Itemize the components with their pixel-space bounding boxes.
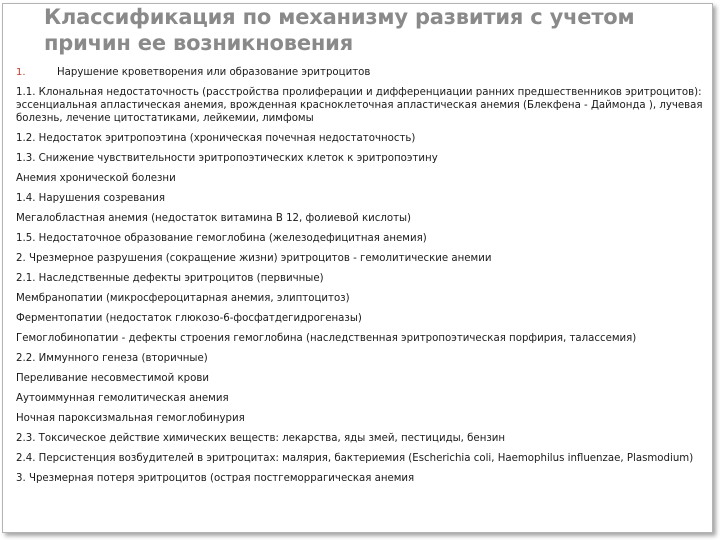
list-item-text: Нарушение кроветворения или образование эритроцитов (57, 67, 371, 78)
text-line: 2.2. Иммунного генеза (вторичные) (16, 353, 208, 364)
text-line: Анемия хронической болезни (16, 173, 176, 184)
text-line: Мегалобластная анемия (недостаток витамина В 12, фолиевой кислоты) (16, 213, 412, 224)
paragraph-clonal-insufficiency: 1.1. Клональная недостаточность (расстройства пролиферации и дифференциации ранних предшественников эритроцитов): эссенциальная апластическая анемия, врожденная красноклеточная апластическая анемия (Блекфена - Даймонда ), лучевая болезнь, лечение цитостатиками, лейкемии, лимфомы (16, 87, 703, 124)
text-line: 1.4. Нарушения созревания (16, 193, 165, 204)
text-line: Мембранопатии (микросфероцитарная анемия, элиптоцитоз) (16, 293, 350, 304)
text-line: 1.3. Снижение чувствительности эритропоэтических клеток к эритропоэтину (16, 153, 438, 164)
text-line: 2.1. Наследственные дефекты эритроцитов (первичные) (16, 273, 324, 284)
slide-content (16, 66, 706, 492)
text-line: 1.5. Недостаточное образование гемоглобина (железодефицитная анемия) (16, 233, 427, 244)
text-line: Гемоглобинопатии - дефекты строения гемоглобина (наследственная эритропоэтическая порфирия, талассемия) (16, 333, 637, 344)
list-number: 1. (16, 67, 26, 78)
text-line: 2.3. Токсическое действие химических веществ: лекарства, яды змей, пестициды, бензин (16, 433, 506, 444)
text-line: 3. Чрезмерная потеря эритроцитов (острая постгеморрагическая анемия (16, 473, 415, 484)
text-line: 2. Чрезмерное разрушения (сокращение жизни) эритроцитов - гемолитические анемии (16, 253, 492, 264)
text-line: Аутоиммунная гемолитическая анемия (16, 393, 229, 404)
text-line: 2.4. Персистенция возбудителей в эритроцитах: малярия, бактериемия (Escherichia coli, Haemophilus influenzae, Plasmodium) (16, 453, 694, 464)
text-line: Ночная пароксизмальная гемоглобинурия (16, 413, 245, 424)
text-line: Ферментопатии (недостаток глюкозо-6-фосфатдегидрогеназы) (16, 313, 362, 324)
text-line: Переливание несовместимой крови (16, 373, 209, 384)
text-line: 1.2. Недостаток эритропоэтина (хроническая почечная недостаточность) (16, 133, 416, 144)
slide-title: Классификация по механизму развития с учетом причин ее возникновения (44, 5, 635, 55)
list-item-1 (16, 66, 706, 86)
